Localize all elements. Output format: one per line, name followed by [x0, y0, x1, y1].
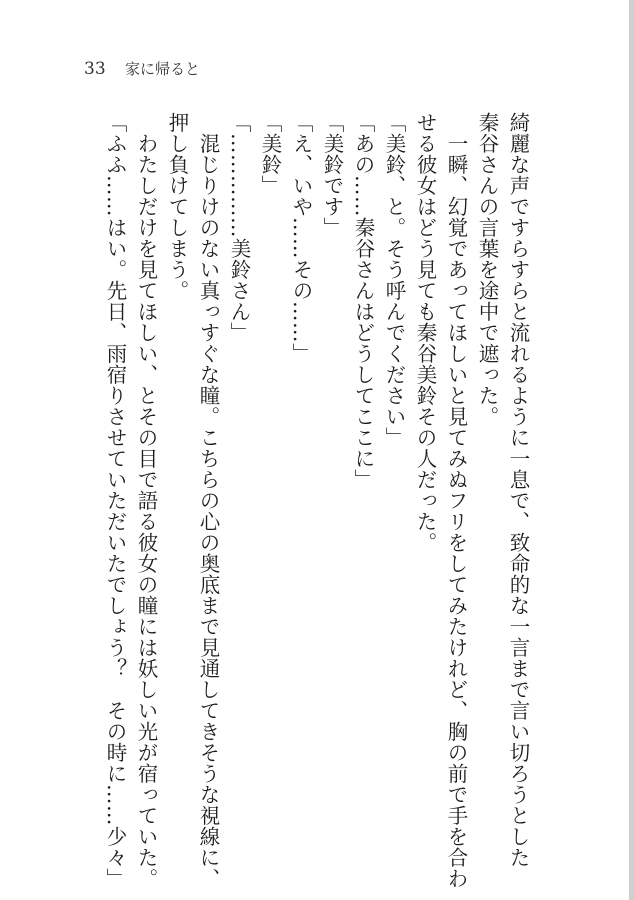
vertical-body-text — [99, 112, 533, 889]
text-line: 一瞬、幻覚であってほしいと見てみぬフリをしてみたけれど、胸の前で手を合わ — [444, 132, 468, 889]
text-line: 秦谷さんの言葉を途中で遮った。 — [475, 112, 499, 427]
dialogue-line: 「え、いや……その……」 — [289, 112, 313, 364]
text-line: 混じりけのない真っすぐな瞳。こちらの心の奥底まで見通してきそうな視線に、 — [196, 132, 220, 889]
dialogue-line: 「ふふ……はい。先日、雨宿りさせていただいたでしょう？ その時に……少々」 — [103, 112, 127, 889]
dialogue-line: 「……………美鈴さん」 — [227, 112, 251, 343]
dialogue-line: 「美鈴」 — [258, 112, 282, 196]
dialogue-line: 「美鈴、と。そう呼んでください」 — [382, 112, 406, 448]
dialogue-line: 「あの……秦谷さんはどうしてここに」 — [351, 112, 375, 490]
running-title: 家に帰ると — [125, 60, 201, 78]
text-line: 押し負けてしまう。 — [165, 112, 189, 301]
text-line: 綺麗な声ですらすらと流れるように一息で、致命的な一言まで言い切ろうとした — [506, 112, 530, 868]
page-number: 33 — [84, 59, 106, 79]
page-header — [84, 58, 200, 79]
text-line: せる彼女はどう見ても秦谷美鈴その人だった。 — [413, 112, 437, 553]
text-line: わたしだけを見てほしい、とその目で語る彼女の瞳には妖しい光が宿っていた。 — [134, 132, 158, 889]
dialogue-line: 「美鈴です」 — [320, 112, 344, 238]
